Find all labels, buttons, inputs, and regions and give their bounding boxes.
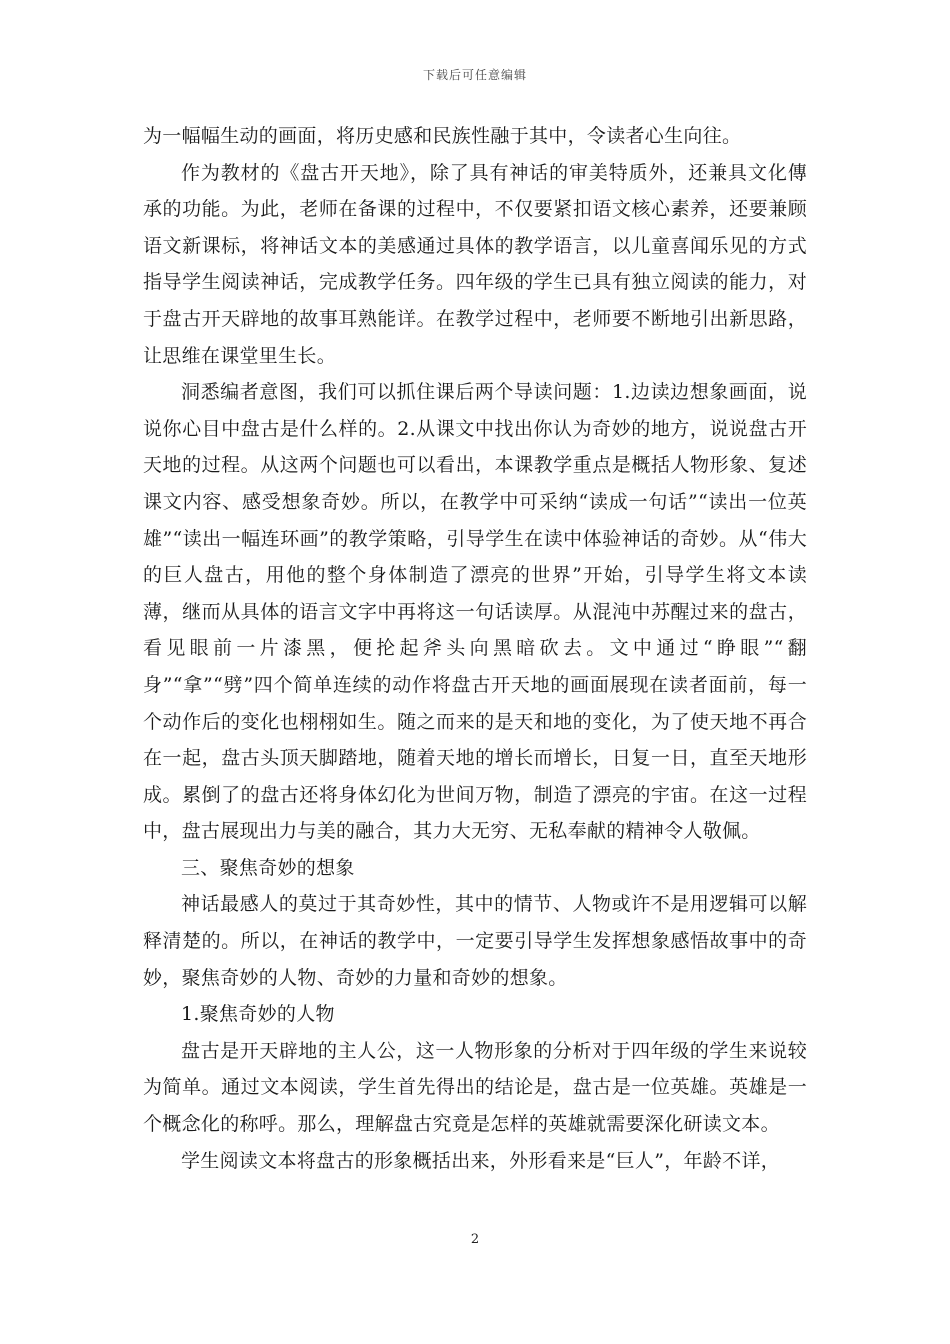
- paragraph-5: 盘古是开天辟地的主人公，这一人物形象的分析对于四年级的学生来说较为简单。通过文本阅读，学生首先得出的结论是，盘古是一位英雄。英雄是一个概念化的称呼。那么，理解盘古究竟是怎样的英雄就需要深化研读文本。: [143, 1039, 807, 1136]
- paragraph-4: 神话最感人的莫过于其奇妙性，其中的情节、人物或许不是用逻辑可以解释清楚的。所以，在神话的教学中，一定要引导学生发挥想象感悟故事中的奇妙，聚焦奇妙的人物、奇妙的力量和奇妙的想象。: [143, 893, 807, 989]
- paragraph-6: 学生阅读文本将盘古的形象概括出来，外形看来是“巨人”，年龄不详，: [181, 1149, 781, 1172]
- section-heading-3: 三、聚焦奇妙的想象: [181, 856, 355, 879]
- paragraph-3: 洞悉编者意图，我们可以抓住课后两个导读问题：1.边读边想象画面，说说你心目中盘古是什么样的。2.从课文中找出你认为奇妙的地方，说说盘古开天地的过程。从这两个问题也可以看出，本课教学重点是概括人物形象、复述课文内容、感受想象奇妙。所以，在教学中可采纳“读成一句话”“读出一位英雄”“读出一幅连环画”的教学策略，引导学生在读中体验神话的奇妙。从“伟大的巨人盘古，用他的整个身体制造了漂亮的世界”开始，引导学生将文本读薄，继而从具体的语言文字中再将这一句话读厚。从混沌中苏醒过来的盘古，看见眼前一片漆黑，便抡起斧头向黑暗砍去。文中通过“睁眼”“翻身”“拿”“劈”四个简单连续的动作将盘古开天地的画面展现在读者面前，每一个动作后的变化也栩栩如生。随之而来的是天和地的变化，为了使天地不再合在一起，盘古头顶天脚踏地，随着天地的增长而增长，日复一日，直至天地形成。累倒了的盘古还将身体幻化为世间万物，制造了漂亮的宇宙。在这一过程中，盘古展现出力与美的融合，其力大无穷、无私奉献的精神令人敬佩。: [143, 381, 807, 843]
- subsection-heading-1: 1.聚焦奇妙的人物: [181, 1003, 335, 1026]
- page-number: 2: [470, 1232, 480, 1247]
- document-body: [143, 118, 807, 1179]
- paragraph-2: 作为教材的《盘古开天地》，除了具有神话的审美特质外，还兼具文化傳承的功能。为此，老师在备课的过程中，不仅要紧扣语文核心素养，还要兼顾语文新课标，将神话文本的美感通过具体的教学语言，以儿童喜闻乐见的方式指导学生阅读神话，完成教学任务。四年级的学生已具有独立阅读的能力，对于盘古开天辟地的故事耳熟能详。在教学过程中，老师要不断地引出新思路，让思维在课堂里生长。: [143, 161, 807, 367]
- page-header: 下载后可任意编辑: [422, 68, 527, 82]
- paragraph-1: 为一幅幅生动的画面，将历史感和民族性融于其中，令读者心生向往。: [143, 125, 742, 147]
